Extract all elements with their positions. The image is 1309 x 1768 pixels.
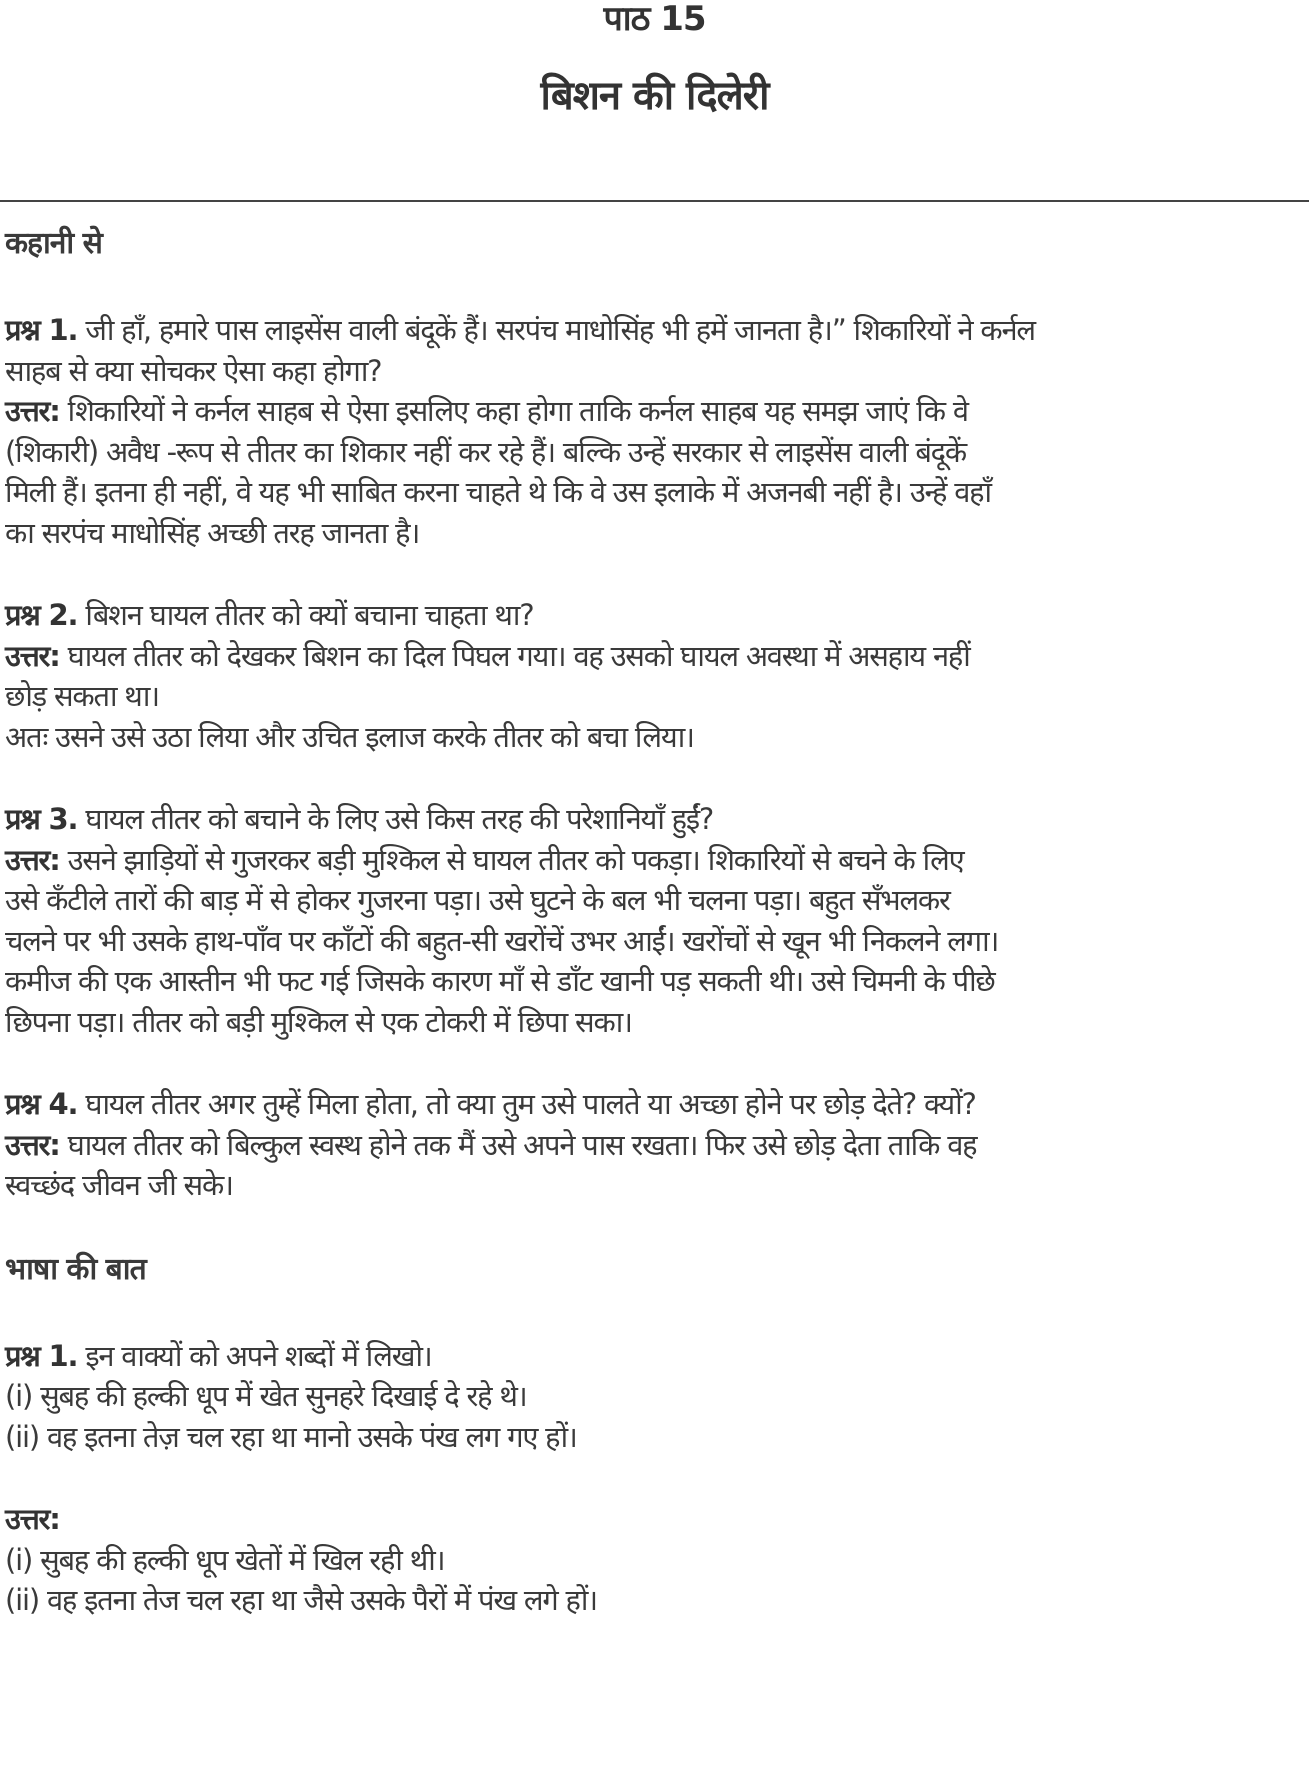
answer-line [5,1499,1305,1540]
answer-text: घायल तीतर को देखकर बिशन का दिल पिघल गया। वह उसको घायल अवस्था में असहाय नहीं [59,638,970,673]
answer-line: चलने पर भी उसके हाथ-पाँव पर काँटों की बहुत-सी खरोंचें उभर आईं। खरोंचों से खून भी निकलने लगा। [5,923,999,958]
question-label: प्रश्न 2. [5,598,78,632]
section-heading-bhasha-ki-baat: भाषा की बात [5,1251,146,1287]
answer-text: शिकारियों ने कर्नल साहब से ऐसा इसलिए कहा होगा ताकि कर्नल साहब यह समझ जाएं कि वे [59,394,968,428]
answer-line: छोड़ सकता था। [5,679,159,713]
question-line: साहब से क्या सोचकर ऐसा कहा होगा? [5,353,382,388]
question-text: घायल तीतर को बचाने के लिए उसे किस तरह की परेशानियाँ हुईं? [77,802,714,836]
answer-line: मिली हैं। इतना ही नहीं, वे यह भी साबित करना चाहते थे कि वे उस इलाके में अजनबी नहीं है। उन्हें वहाँ [5,475,991,509]
answer-line: स्वच्छंद जीवन जी सके। [5,1168,233,1202]
answer-text: उसने झाड़ियों से गुजरकर बड़ी मुश्किल से घायल तीतर को पकड़ा। शिकारियों से बचने के लिए [59,842,964,877]
header-divider [0,200,1309,202]
question-label: प्रश्न 3. [5,802,78,836]
question-text: इन वाक्यों को अपने शब्दों में लिखो। [77,1338,432,1373]
question-line [5,1336,1305,1377]
question-block-1 [5,310,1305,553]
lesson-title: बिशन की दिलेरी [540,73,769,119]
answer-line: अतः उसने उसे उठा लिया और उचित इलाज करके तीतर को बचा लिया। [5,719,694,754]
question-text: बिशन घायल तीतर को क्यों बचाना चाहता था? [77,598,534,632]
question-block-bhasha-1 [5,1336,1305,1621]
answer-item: (ii) वह इतना तेज चल रहा था जैसे उसके पैरों में पंख लगे हों। [5,1583,597,1617]
document-body [5,222,1305,1621]
question-label: प्रश्न 4. [5,1087,78,1121]
answer-line [5,636,1305,677]
lesson-number: पाठ 15 [603,0,706,39]
answer-line: कमीज की एक आस्तीन भी फट गई जिसके कारण माँ से डाँट खानी पड़ सकती थी। उसे चिमनी के पीछे [5,964,995,998]
question-block-4 [5,1084,1305,1206]
answer-label: उत्तर: [5,842,60,877]
answer-label: उत्तर: [5,638,60,673]
question-label: प्रश्न 1. [5,313,78,347]
answer-label: उत्तर: [5,1127,60,1162]
answer-line [5,840,1305,881]
answer-line: का सरपंच माधोसिंह अच्छी तरह जानता है। [5,515,420,550]
question-item: (i) सुबह की हल्की धूप में खेत सुनहरे दिखाई दे रहे थे। [5,1379,527,1413]
answer-text: घायल तीतर को बिल्कुल स्वस्थ होने तक मैं उसे अपने पास रखता। फिर उसे छोड़ देता ताकि वह [59,1127,977,1162]
question-item: (ii) वह इतना तेज़ चल रहा था मानो उसके पंख लग गए हों। [5,1419,577,1454]
question-text: घायल तीतर अगर तुम्हें मिला होता, तो क्या तुम उसे पालते या अच्छा होने पर छोड़ देते? क्यों? [77,1087,976,1121]
question-block-3 [5,799,1305,1042]
answer-item: (i) सुबह की हल्की धूप खेतों में खिल रही थी। [5,1542,445,1577]
question-block-2 [5,595,1305,757]
answer-label: उत्तर: [5,1502,60,1536]
answer-line: (शिकारी) अवैध -रूप से तीतर का शिकार नहीं कर रहे हैं। बल्कि उन्हें सरकार से लाइसेंस वाली बंदूकें [5,434,966,469]
answer-label: उत्तर: [5,394,60,428]
answer-line: उसे कँटीले तारों की बाड़ में से होकर गुजरना पड़ा। उसे घुटने के बल भी चलना पड़ा। बहुत सँभलकर [5,883,950,917]
question-line [5,595,1305,636]
answer-line [5,1125,1305,1166]
question-line [5,310,1305,351]
question-label: प्रश्न 1. [5,1338,78,1373]
question-line [5,799,1305,840]
question-text: जी हाँ, हमारे पास लाइसेंस वाली बंदूकें हैं। सरपंच माधोसिंह भी हमें जानता है।” शिकारियों ने कर्नल [77,313,1035,347]
answer-line [5,391,1305,432]
section-heading-kahani-se: कहानी से [5,226,102,261]
answer-line: छिपना पड़ा। तीतर को बड़ी मुश्किल से एक टोकरी में छिपा सका। [5,1004,632,1039]
question-line [5,1084,1305,1125]
